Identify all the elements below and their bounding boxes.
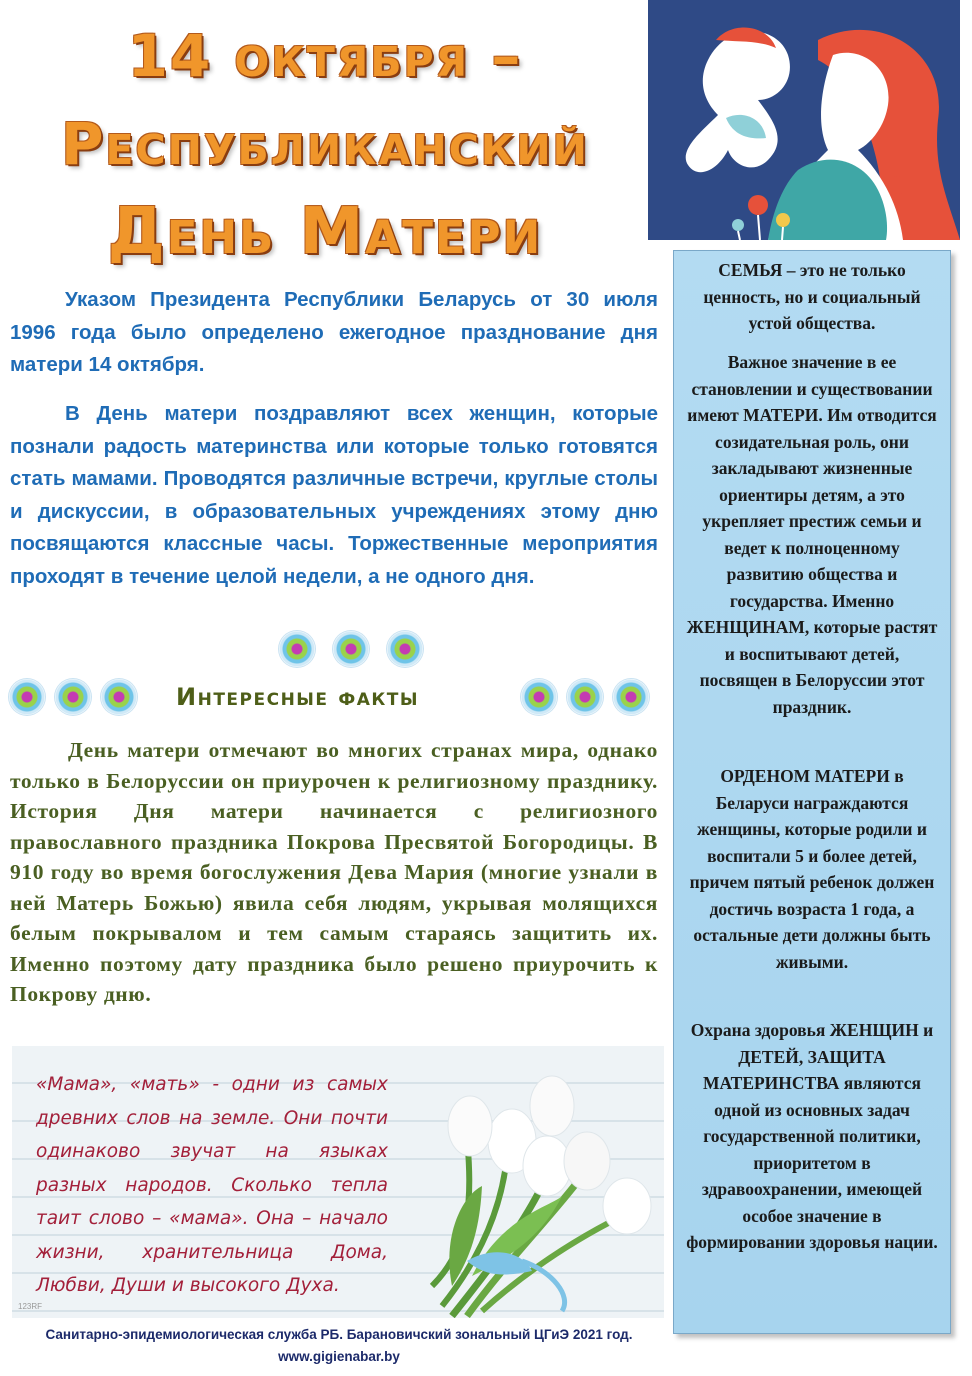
flower-ornament-icon	[520, 678, 558, 716]
mother-baby-icon	[648, 0, 960, 240]
title-line-1: 14 октября –	[127, 22, 523, 90]
sidebar-panel	[673, 250, 951, 1334]
title-line-2: Республиканский	[61, 110, 589, 178]
quote-box	[12, 1046, 664, 1318]
flower-ornament-icon	[8, 678, 46, 716]
sidebar-paragraph-health: Охрана здоровья ЖЕНЩИН и ДЕТЕЙ, ЗАЩИТА МАТЕРИНСТВА являются одной из основных задач государственной политики, приоритетом в здравоохранении, имеющей особое значение в формировании здоровья нации.	[686, 1020, 938, 1252]
sidebar-paragraph-mothers: Важное значение в ее становлении и существовании имеют МАТЕРИ. Им отводится созидательная роль, они закладывают жизненные ориентиры детям, а это укрепляет престиж семьи и ведет к полноценному развитию общества и государства. Именно ЖЕНЩИНАМ, которые растят и воспитывают детей, посвящен в Белоруссии этот праздник.	[686, 352, 938, 717]
flower-ornament-icon	[332, 630, 370, 668]
tulip-bouquet-icon	[412, 1046, 664, 1318]
flower-ornament-icon	[612, 678, 650, 716]
mother-baby-illustration	[648, 0, 960, 240]
title-line-3: День Матери	[107, 195, 543, 269]
facts-heading: Интересные факты	[176, 683, 420, 711]
flower-ornament-icon	[386, 630, 424, 668]
flower-ornament-icon	[566, 678, 604, 716]
flower-ornament-icon	[278, 630, 316, 668]
flower-ornament-icon	[54, 678, 92, 716]
stock-watermark: 123RF	[18, 1302, 43, 1311]
flower-ornament-icon	[100, 678, 138, 716]
footer-credit: Санитарно-эпидемиологическая служба РБ. Барановичский зональный ЦГиЭ 2021 год. www.gigienabar.by	[45, 1327, 633, 1364]
intro-paragraph-decree: Указом Президента Республики Беларусь от 30 июля 1996 года было определено ежегодное празднование дня матери 14 октября.	[10, 288, 658, 376]
sidebar-paragraph-family: СЕМЬЯ – это не только ценность, но и социальный устой общества.	[703, 260, 921, 333]
sidebar-paragraph-order: ОРДЕНОМ МАТЕРИ в Беларуси награждаются женщины, которые родили и воспитали 5 и более детей, причем пятый ребенок должен достичь возраста 1 года, а остальные дети должны быть живыми.	[689, 766, 935, 972]
intro-paragraph-celebration: В День матери поздравляют всех женщин, которые познали радость материнства или которые только готовятся стать мамами. Проводятся различные встречи, круглые столы и дискуссии, в образовательных учреждениях этому дню посвящаются классные часы. Торжественные мероприятия проходят в течение целой недели, а не одного дня.	[10, 402, 658, 588]
quote-text: «Мама», «мать» - одни из самых древних слов на земле. Они почти одинаково звучат на языках разных народов. Сколько тепла таит слово – «мама». Она – начало жизни, хранительница Дома, Любви, Души и высокого Духа.	[36, 1074, 388, 1296]
facts-paragraph: День матери отмечают во многих странах мира, однако только в Белоруссии он приурочен к религиозному празднику. История Дня матери начинается с религиозного православного праздника Покрова Пресвятой Богородицы. В 910 году во время богослужения Дева Мария (многие узнали в ней Матерь Божью) явила себя людям, укрывая молящихся белым покрывалом и тем самым стараясь защитить их. Именно поэтому дату праздника было решено приурочить к Покрову дню.	[10, 738, 658, 1006]
